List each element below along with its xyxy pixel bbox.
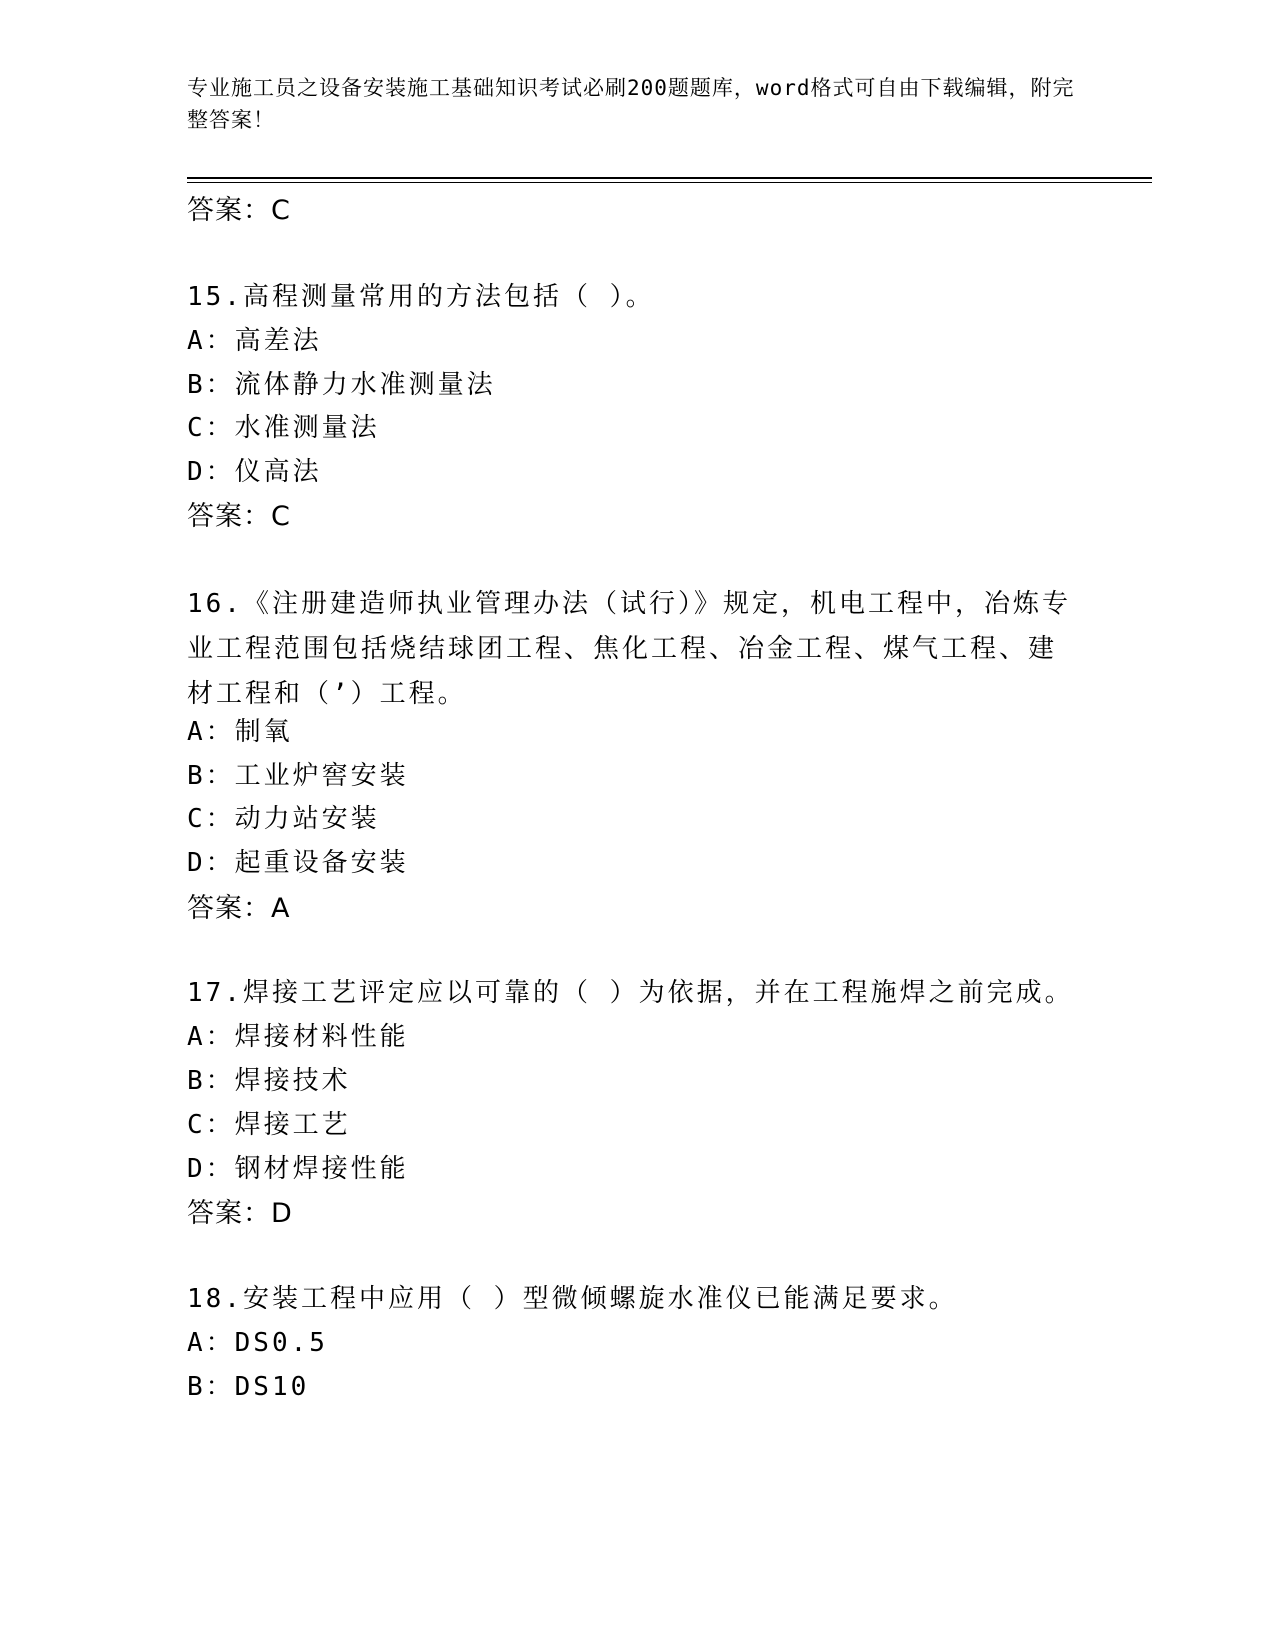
option-b: B：DS10 — [187, 1372, 310, 1402]
question-text: 18.安装工程中应用（ ）型微倾螺旋水准仪已能满足要求。 — [187, 1284, 958, 1314]
header-divider-thin — [187, 182, 1152, 183]
answer-line: 答案：D — [187, 1198, 293, 1229]
option-c: C：焊接工艺 — [187, 1110, 351, 1140]
option-b: B：流体静力水准测量法 — [187, 370, 496, 400]
question-text: 16.《注册建造师执业管理办法（试行）》规定，机电工程中，冶炼专业工程范围包括烧结球团工程、焦化工程、冶金工程、煤气工程、建材工程和（’）工程。 — [187, 589, 1071, 709]
answer-line: 答案：A — [187, 893, 291, 924]
option-a: A：DS0.5 — [187, 1328, 328, 1358]
option-a: A：制氧 — [187, 717, 293, 747]
option-d: D：仪高法 — [187, 457, 322, 487]
question-text: 15.高程测量常用的方法包括（ ）。 — [187, 282, 655, 312]
option-d: D：起重设备安装 — [187, 848, 409, 878]
option-b: B：焊接技术 — [187, 1066, 351, 1096]
option-c: C：动力站安装 — [187, 804, 380, 834]
option-a: A：高差法 — [187, 326, 322, 356]
answer-line: 答案：C — [187, 501, 291, 532]
question-text: 17.焊接工艺评定应以可靠的（ ）为依据，并在工程施焊之前完成。 — [187, 978, 1074, 1008]
option-a: A：焊接材料性能 — [187, 1022, 409, 1052]
option-b: B：工业炉窖安装 — [187, 761, 409, 791]
answer-line: 答案：C — [187, 195, 291, 226]
option-c: C：水准测量法 — [187, 413, 380, 443]
option-d: D：钢材焊接性能 — [187, 1154, 409, 1184]
document-header: 专业施工员之设备安装施工基础知识考试必刷200题题库，word格式可自由下载编辑，附完整答案！ — [187, 76, 1075, 132]
header-divider-thick — [187, 177, 1152, 179]
